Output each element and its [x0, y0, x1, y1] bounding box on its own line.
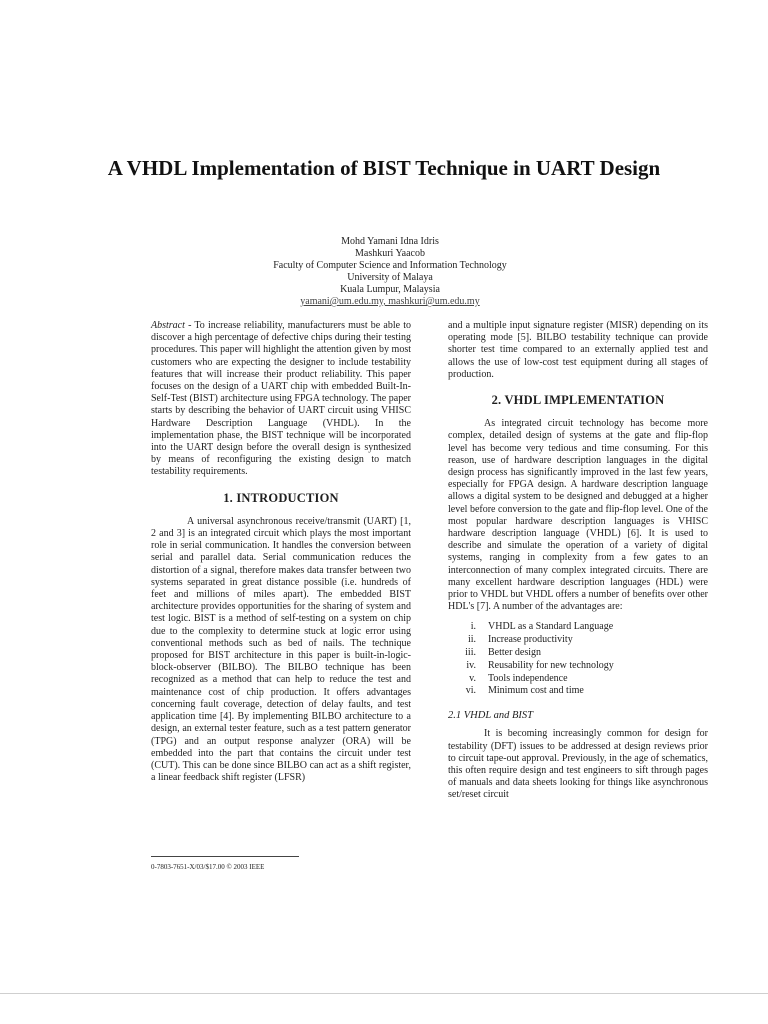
author-block [180, 236, 600, 308]
affiliation-line: Faculty of Computer Science and Information Technology [273, 260, 507, 271]
section-heading-vhdl-implementation: 2. VHDL IMPLEMENTATION [491, 393, 665, 408]
list-item: iv. Reusability for new technology [466, 659, 614, 671]
list-item: v. Tools independence [469, 672, 568, 684]
list-item: iii. Better design [465, 647, 542, 659]
abstract-label: Abstract [151, 320, 185, 331]
advantages-list [448, 621, 708, 698]
paper-title: A VHDL Implementation of BIST Technique in UART Design [107, 156, 661, 180]
author-name: Mohd Yamani Idna Idris [341, 236, 439, 247]
affiliation-line: University of Malaya [347, 272, 433, 283]
list-item: ii. Increase productivity [467, 634, 573, 646]
author-emails[interactable]: yamani@um.edu.my, mashkuri@um.edu.my [300, 296, 480, 307]
footnote-divider [151, 856, 299, 857]
page-bottom-divider [0, 993, 768, 994]
subsection-heading-vhdl-bist: 2.1 VHDL and BIST [448, 710, 533, 722]
list-item: vi. Minimum cost and time [465, 685, 584, 697]
vhdl-implementation-text: As integrated circuit technology has become more complex, detailed design of systems at the gate and flip-flop level has become very tedious and time consuming. For this reason, use of hardware description languages in the digital design process has significantly improved in the last few years, especially for FPGA design. A hardware description language allows a digital system to be designed and debugged at a higher level before conversion to the gate and flip-flop level. One of the most popular hardware description languages is VHISC hardware description language (VHDL) [6]. It is used to describe and simulate the operation of a variety of digital systems, ranging in complexity from a few gates to an interconnection of many complex integrated circuits. There are many excellent hardware description languages (HDL) were prior to VHDL but VHDL offers a number of benefits over other HDL's [7]. A number of the advantages are: [448, 418, 708, 613]
copyright-footnote: 0-7803-7651-X/03/$17.00 © 2003 IEEE [151, 863, 265, 871]
abstract-text: - To increase reliability, manufacturers must be able to discover a high percentage of defective chips during their testing procedures. This paper will highlight the attention given by most customers who are expecting the designer to include testability features that will increase their product reliability. This paper focuses on the design of a UART chip with embedded Built-In-Self-Test (BIST) architecture using FPGA technology. The paper starts by describing the behavior of UART circuit using VHISC Hardware Description Language (VHDL). In the implementation phase, the BIST technique will be incorporated into the UART design before the overall design is synthesized by means of reconfiguring the existing design to match testability requirements. [151, 320, 411, 478]
continuation-text: and a multiple input signature register (MISR) depending on its operating mode [5]. BILBO testability technique can provide shorter test time compared to an externally applied test and allows the use of low-cost test equipment during all stages of production. [448, 320, 708, 380]
author-name: Mashkuri Yaacob [355, 248, 425, 259]
section-heading-introduction: 1. INTRODUCTION [223, 490, 339, 505]
affiliation-line: Kuala Lumpur, Malaysia [340, 284, 440, 295]
abstract [151, 320, 411, 479]
left-column [151, 320, 411, 784]
vhdl-bist-text: It is becoming increasingly common for design for testability (DFT) issues to be addressed at design reviews prior to circuit tape-out approval. Previously, in the age of schematics, this often require design and test engineers to sift through pages of manuals and data sheets looking for things like asynchronous set/reset circuit [448, 728, 708, 801]
right-column [448, 320, 708, 802]
introduction-text: A universal asynchronous receive/transmit (UART) [1, 2 and 3] is an integrated circuit which plays the most important role in serial communication. It handles the conversion between serial and parallel data. Serial communication reduces the distortion of a signal, therefore makes data transfer between two systems separated in great distance possible (i.e. hundreds of feet and millions of miles apart). The embedded BIST architecture provides opportunities for the sharing of system and test logic. BIST is a method of self-testing on a system on chip due to the complexity to determine stuck at logic error using conventional methods such as bed of nails. The technique proposed for BIST architecture in this paper is built-in-logic-block-observer (BILBO). The BILBO technique has been recognized as a method that can help to reduce the test and maintenance cost of chip production. It offers advantages concerning fault coverage, detection of delay faults, and test application time [4]. By implementing BILBO architecture to a design, an external tester feature, such as a test pattern generator (TPG) and an output response analyzer (ORA) will be embedded into the part that contains the circuit under test (CUT). This can be done since BILBO can act as a shift register, a linear feedback shift register (LFSR) [151, 515, 411, 784]
list-item: i. VHDL as a Standard Language [470, 621, 614, 633]
